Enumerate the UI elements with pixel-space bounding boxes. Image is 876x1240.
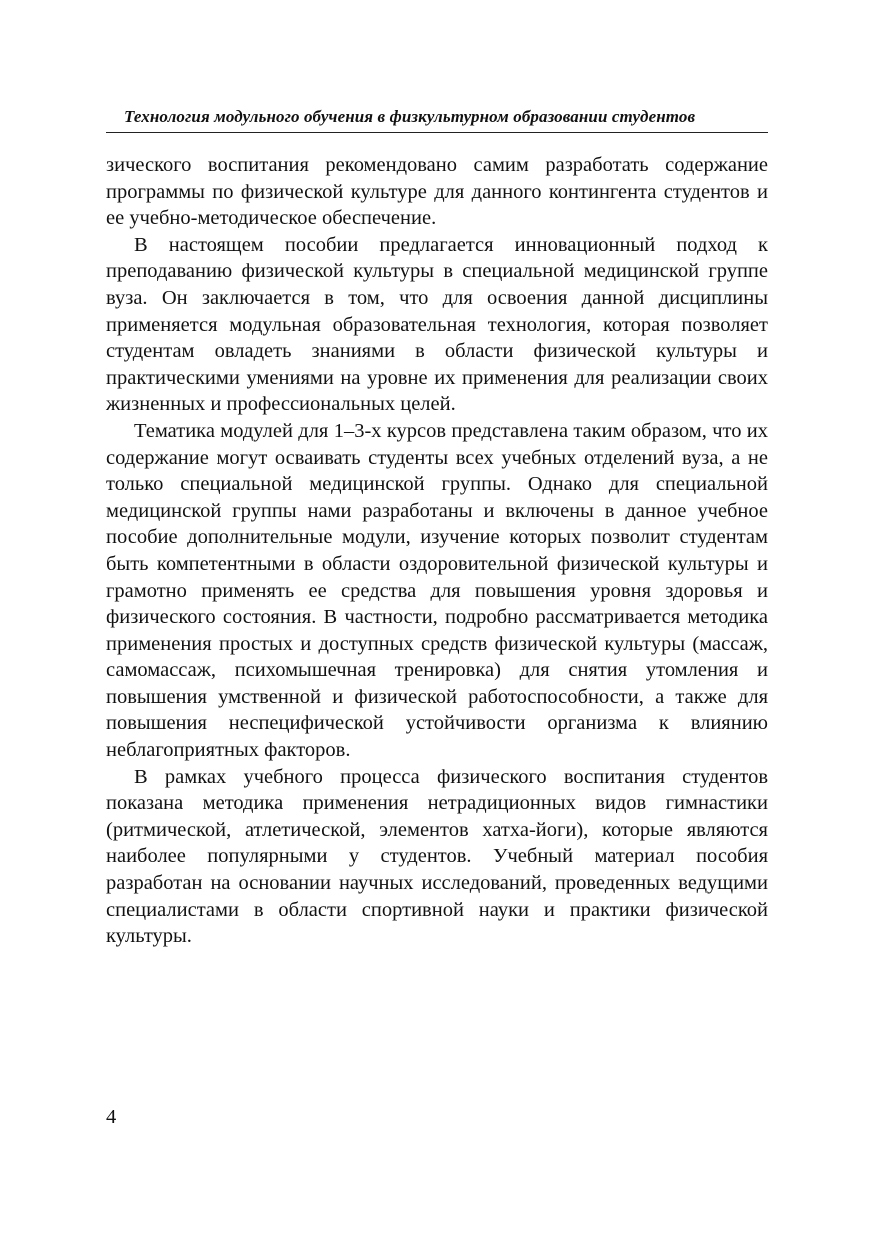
paragraph: В рамках учебного процесса физического воспитания студентов показана методика применения нетрадиционных видов гимнастики (ритмической, атлетической, элементов хатха-йоги), которые являются наиболее популярными у студентов. Учебный материал пособия разработан на основании научных исследований, проведенных ведущими специалистами в области спортивной науки и практики физической культуры.: [106, 765, 768, 948]
paragraph-continued: зического воспитания рекомендовано самим разработать содержание программы по физической культуре для данного контингента студентов и ее учебно-методическое обеспечение.: [106, 154, 768, 230]
running-header-title: Технология модульного обучения в физкультурном образовании студентов: [124, 107, 696, 126]
page-body: [106, 152, 768, 950]
page-number: 4: [106, 1106, 117, 1128]
paragraph: Тематика модулей для 1–3-х курсов представлена таким образом, что их содержание могут осваивать студенты всех учебных отделений вуза, а не только специальной медицинской группы. Однако для специальной медицинской группы нами разработаны и включены в данное учебное пособие дополнительные модули, изучение которых позволит студентам быть компетентными в области оздоровительной физической культуры и грамотно применять ее средства для повышения уровня здоровья и физического состояния. В частности, подробно рассматривается методика применения простых и доступных средств физической культуры (массаж, самомассаж, психомышечная тренировка) для снятия утомления и повышения умственной и физической работоспособности, а также для повышения неспецифической устойчивости организма к влиянию неблагоприятных факторов.: [106, 419, 768, 762]
paragraph: В настоящем пособии предлагается инновационный подход к преподаванию физической культуры в специальной медицинской группе вуза. Он заключается в том, что для освоения данной дисциплины применяется модульная образовательная технология, которая позволяет студентам овладеть знаниями в области физической культуры и практическими умениями на уровне их применения для реализации своих жизненных и профессиональных целей.: [106, 233, 768, 416]
running-header: [106, 104, 768, 133]
